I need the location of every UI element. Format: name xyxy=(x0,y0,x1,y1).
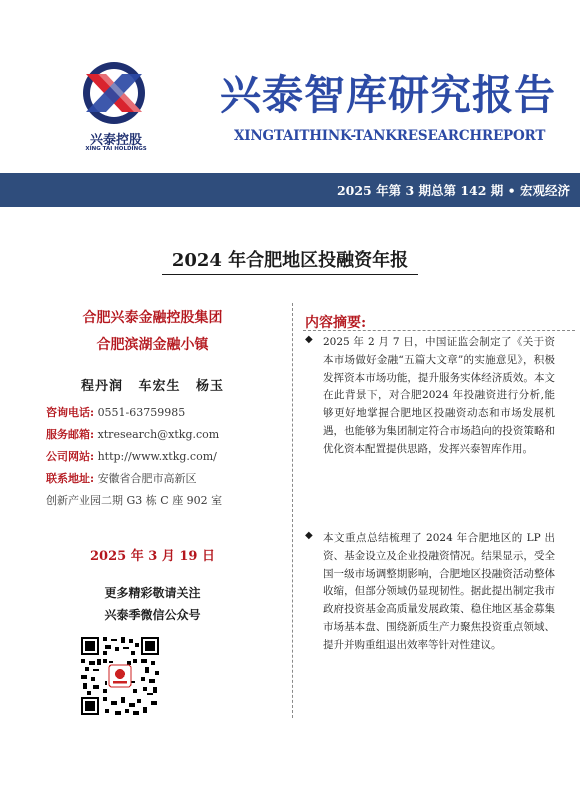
brand-title: 兴泰智库研究报告 xyxy=(220,71,556,119)
contact-label: 咨询电话: xyxy=(46,406,95,419)
column-divider xyxy=(292,303,293,718)
contact-value[interactable]: http://www.xtkg.com/ xyxy=(97,450,217,463)
contact-address xyxy=(46,470,197,486)
diamond-bullet-icon: ◆ xyxy=(305,530,313,541)
contact-value[interactable]: xtresearch@xtkg.com xyxy=(97,428,220,441)
address-line-2: 创新产业园二期 G3 栋 C 座 902 室 xyxy=(46,494,223,507)
logo-emblem-icon xyxy=(76,60,152,126)
diamond-bullet-icon: ◆ xyxy=(305,334,313,345)
contact-value: 安徽省合肥市高新区 xyxy=(97,472,197,485)
contact-label: 服务邮箱: xyxy=(46,428,95,441)
follow-line-1: 更多精彩敬请关注 xyxy=(104,586,201,600)
org-name-1: 合肥兴泰金融控股集团 xyxy=(82,310,223,326)
logo-chinese-name: 兴泰控股 xyxy=(89,133,142,148)
contact-phone xyxy=(46,404,185,420)
company-logo xyxy=(74,60,154,150)
document-title-wrap xyxy=(0,246,580,275)
summary-text: 本文重点总结梳理了 2024 年合肥地区的 LP 出资、基金设立及企业投融资情况。结果显示，受全国一级市场调整期影响，合肥地区投融资活动整体收缩，但部分领域仍显现韧性。据此提出制定我市政府投资基金高质量发展政策、稳住地区基金募集市场基本盘、围绕新质生产力聚焦投资重点领域、提升并购重组退出效率等针对性建议。 xyxy=(323,532,555,651)
brand-subtitle: XINGTAITHINK-TANKRESEARCHREPORT xyxy=(234,128,546,144)
summary-paragraph-1 xyxy=(305,334,555,459)
left-panel xyxy=(30,305,275,622)
org-name-2: 合肥滨湖金融小镇 xyxy=(96,337,209,353)
contact-email xyxy=(46,426,219,442)
summary-rule xyxy=(303,330,575,331)
contact-value: 0551-63759985 xyxy=(97,406,186,419)
follow-line-2: 兴泰季微信公众号 xyxy=(104,608,201,622)
contact-website xyxy=(46,448,217,464)
wechat-qr-code-icon xyxy=(79,635,161,717)
authors: 程丹润 车宏生 杨玉 xyxy=(80,379,225,394)
summary-text: 2025 年 2 月 7 日，中国证监会制定了《关于资本市场做好金融“五篇大文章”的实施意见》，积极发挥资本市场功能，提升服务实体经济质效。本文在此背景下，对合肥2024 年投融资进行分析,能够更好地掌握合肥地区投融资动态和市场发展机遇，也能够为集团制定符合市场趋向的投资策略和优化资本配置提供思路，发挥兴泰智库作用。 xyxy=(323,336,555,455)
publish-date: 2025 年 3 月 19 日 xyxy=(90,549,215,564)
issue-banner xyxy=(0,173,580,207)
issue-line: 2025 年第 3 期总第 142 期 • 宏观经济 xyxy=(336,183,570,198)
summary-title: 内容摘要: xyxy=(305,315,367,331)
contact-label: 联系地址: xyxy=(46,472,95,485)
contact-label: 公司网站: xyxy=(46,450,95,463)
document-title: 2024 年合肥地区投融资年报 xyxy=(162,246,418,275)
logo-english-name: XING TAI HOLDINGS xyxy=(85,146,147,152)
summary-paragraph-2 xyxy=(305,530,555,655)
